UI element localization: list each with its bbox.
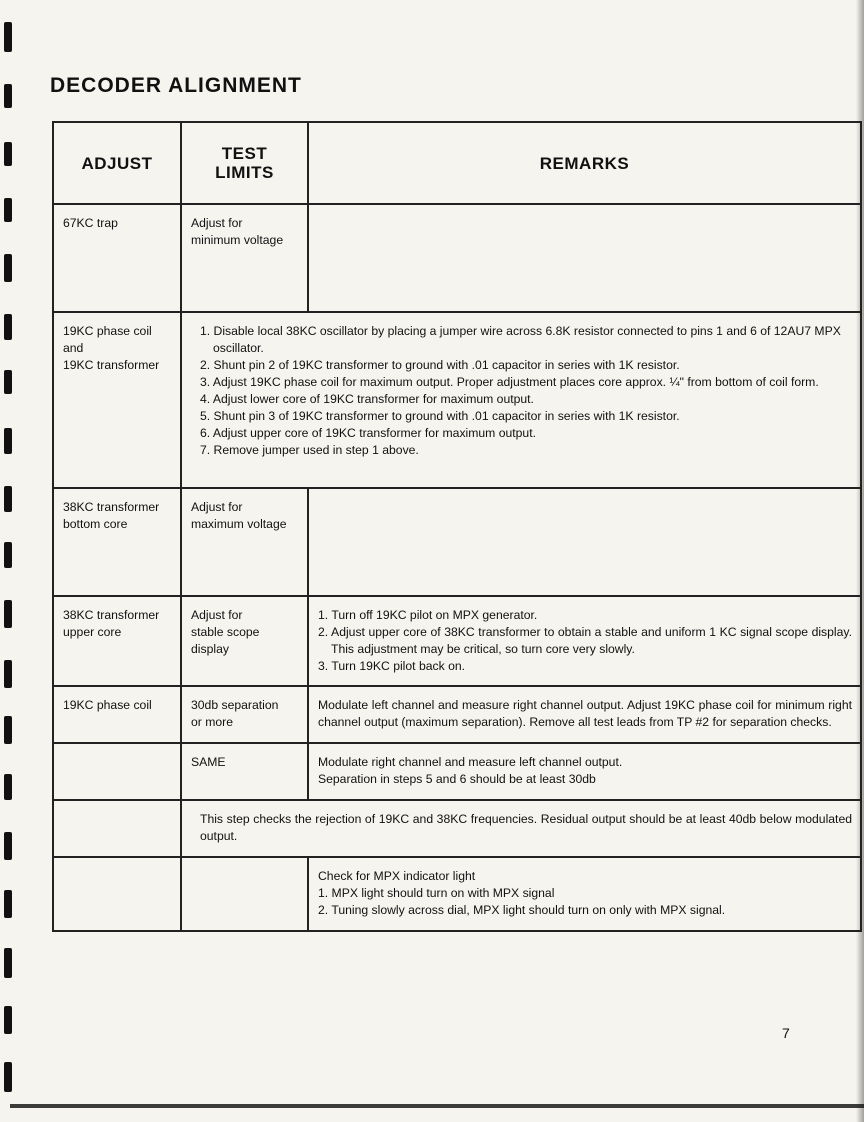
- remarks-cell: Check for MPX indicator light 1. MPX light should turn on with MPX signal 2. Tuning slowly across dial, MPX light should turn on only with MPX signal.: [308, 857, 861, 931]
- limits-cell: [181, 857, 308, 931]
- table-row: [53, 596, 861, 686]
- adjust-cell: [53, 857, 181, 931]
- binder-hole: [4, 314, 12, 340]
- remarks-cell: [308, 596, 861, 686]
- binder-hole: [4, 22, 12, 52]
- step-list: [318, 607, 852, 675]
- remarks-cell: [181, 312, 861, 488]
- page-title: DECODER ALIGNMENT: [50, 74, 302, 97]
- adjust-cell: 38KC transformer upper core: [53, 596, 181, 686]
- adjust-cell: 38KC transformer bottom core: [53, 488, 181, 596]
- alignment-table: [52, 121, 862, 932]
- header-adjust: ADJUST: [53, 122, 181, 204]
- table-row: [53, 488, 861, 596]
- step-item: 1. Turn off 19KC pilot on MPX generator.: [318, 608, 538, 622]
- limits-cell: Adjust for stable scope display: [181, 596, 308, 686]
- binder-hole: [4, 1062, 12, 1092]
- step-item: 7. Remove jumper used in step 1 above.: [200, 443, 419, 457]
- step-item: 2. Adjust upper core of 38KC transformer to obtain a stable and uniform 1 KC signal scope display. This adjustment may be critical, so turn core very slowly.: [318, 625, 852, 656]
- adjust-cell: 19KC phase coil: [53, 686, 181, 743]
- binder-hole: [4, 774, 12, 800]
- page-number: 7: [782, 1025, 790, 1041]
- remarks-cell: [308, 488, 861, 596]
- binder-hole: [4, 542, 12, 568]
- adjust-cell: [53, 743, 181, 800]
- step-item: 3. Turn 19KC pilot back on.: [318, 659, 466, 673]
- binder-hole: [4, 198, 12, 222]
- page-bottom-edge: [10, 1104, 864, 1108]
- step-item: 2. Tuning slowly across dial, MPX light should turn on only with MPX signal.: [318, 903, 726, 917]
- table-row: [53, 686, 861, 743]
- limits-cell: Adjust for maximum voltage: [181, 488, 308, 596]
- step-item: 1. Disable local 38KC oscillator by placing a jumper wire across 6.8K resistor connected to pins 1 and 6 of 12AU7 MPX oscillator.: [200, 324, 841, 355]
- binder-hole: [4, 832, 12, 860]
- binder-hole: [4, 486, 12, 512]
- table-row: [53, 743, 861, 800]
- table-header-row: [53, 122, 861, 204]
- remarks-cell: Modulate right channel and measure left channel output. Separation in steps 5 and 6 should be at least 30db: [308, 743, 861, 800]
- step-item: 5. Shunt pin 3 of 19KC transformer to ground with .01 capacitor in series with 1K resistor.: [200, 409, 680, 423]
- table-row: [53, 800, 861, 857]
- remarks-cell: Modulate left channel and measure right channel output. Adjust 19KC phase coil for minimum right channel output (maximum separation). Remove all test leads from TP #2 for separation checks.: [308, 686, 861, 743]
- limits-cell: Adjust for minimum voltage: [181, 204, 308, 312]
- step-item: 6. Adjust upper core of 19KC transformer for maximum output.: [200, 426, 536, 440]
- limits-cell: SAME: [181, 743, 308, 800]
- binder-hole: [4, 254, 12, 282]
- binder-hole: [4, 428, 12, 454]
- binder-hole: [4, 1006, 12, 1034]
- remarks-cell: [308, 204, 861, 312]
- step-list: [318, 885, 852, 919]
- step-item: 4. Adjust lower core of 19KC transformer for maximum output.: [200, 392, 534, 406]
- table-row: [53, 204, 861, 312]
- adjust-cell: [53, 800, 181, 857]
- remarks-cell: This step checks the rejection of 19KC and 38KC frequencies. Residual output should be at least 40db below modulated output.: [181, 800, 861, 857]
- table-row: [53, 312, 861, 488]
- adjust-cell: 67KC trap: [53, 204, 181, 312]
- binder-hole: [4, 890, 12, 918]
- adjust-cell: 19KC phase coil and 19KC transformer: [53, 312, 181, 488]
- binder-hole: [4, 948, 12, 978]
- step-item: 2. Shunt pin 2 of 19KC transformer to ground with .01 capacitor in series with 1K resistor.: [200, 358, 680, 372]
- binder-hole: [4, 84, 12, 108]
- step-list: [200, 323, 852, 459]
- header-test-limits: TEST LIMITS: [181, 122, 308, 204]
- step-item: 3. Adjust 19KC phase coil for maximum output. Proper adjustment places core approx. ¼" from bottom of coil form.: [200, 375, 819, 389]
- binder-hole: [4, 716, 12, 744]
- header-remarks: REMARKS: [308, 122, 861, 204]
- binder-hole: [4, 142, 12, 166]
- binder-hole: [4, 600, 12, 628]
- table-row: [53, 857, 861, 931]
- step-item: 1. MPX light should turn on with MPX signal: [318, 886, 555, 900]
- limits-cell: 30db separation or more: [181, 686, 308, 743]
- binder-hole: [4, 370, 12, 394]
- binder-hole: [4, 660, 12, 688]
